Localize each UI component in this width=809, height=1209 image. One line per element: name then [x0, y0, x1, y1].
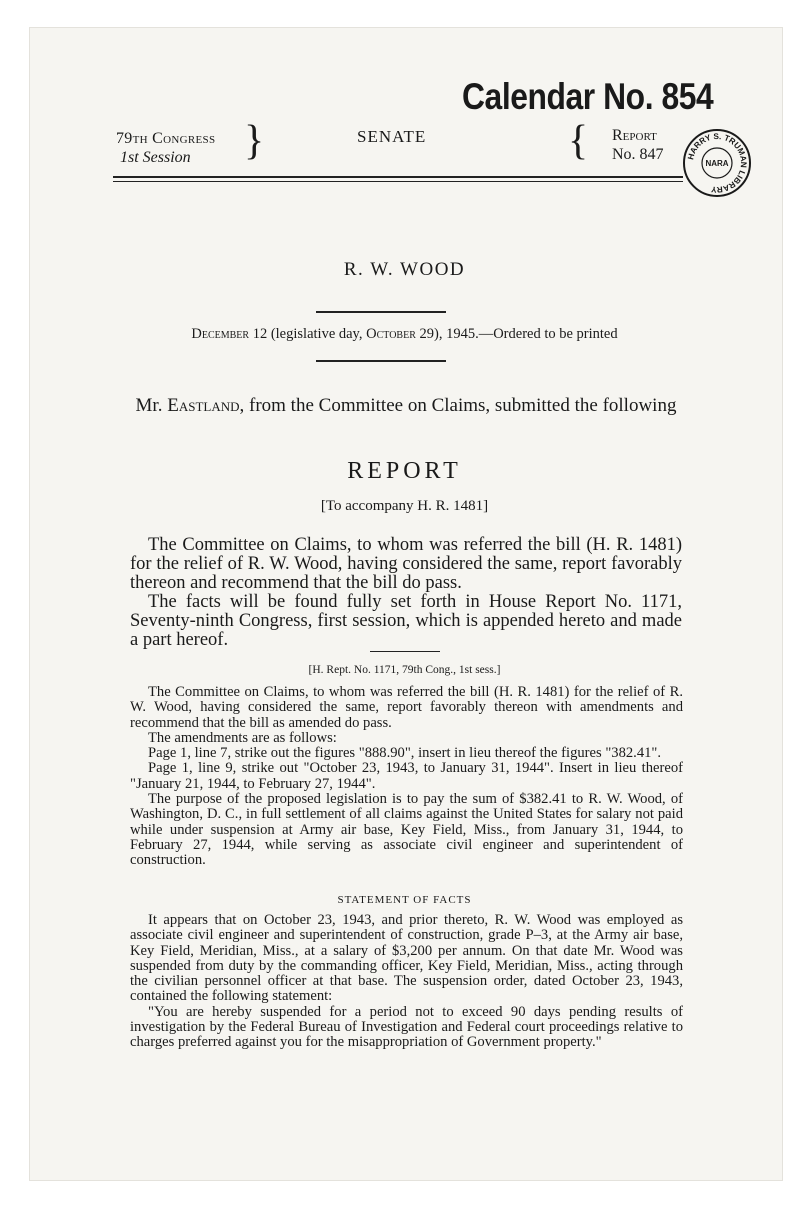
- report-number: No. 847: [612, 146, 664, 163]
- date-month-legislative: October: [366, 326, 416, 342]
- house-paragraph: The amendments are as follows:: [148, 729, 337, 746]
- submitted-prefix: Mr.: [135, 395, 168, 416]
- house-report-body: [130, 685, 683, 869]
- statement-of-facts-body: [130, 913, 683, 1051]
- date-day: 12 (legislative day,: [249, 326, 367, 342]
- section-rule: [370, 651, 440, 652]
- house-paragraph: The Committee on Claims, to whom was referred the bill (H. R. 1481) for the relief of R. W. Wood, having considered the same, report favorably thereon with amendments and recommend that the bill as amended do pass.: [130, 684, 683, 731]
- stamp-inner-text: NARA: [705, 159, 729, 168]
- committee-report-body: [130, 536, 682, 650]
- body-paragraph: The facts will be found fully set forth in House Report No. 1171, Seventy-ninth Congress, first session, which is appended hereto and made a part hereof.: [130, 592, 682, 650]
- report-heading: REPORT: [347, 458, 462, 484]
- house-paragraph: Page 1, line 7, strike out the figures "888.90", insert in lieu thereof the figures "382.41".: [148, 745, 662, 762]
- report-number-block: [612, 126, 664, 164]
- left-brace: }: [244, 118, 265, 164]
- house-paragraph: Page 1, line 9, strike out "October 23, 1943, to January 31, 1944". Insert in lieu thereof "January 21, 1944, to February 27, 1944".: [130, 760, 683, 792]
- header-rule-thick: [113, 176, 683, 178]
- house-report-reference: [H. Rept. No. 1171, 79th Cong., 1st sess.]: [308, 664, 501, 676]
- submitted-by: [132, 394, 680, 418]
- date-rule: [316, 360, 446, 362]
- date-month: December: [191, 326, 250, 342]
- senator-name: Eastland: [167, 395, 240, 416]
- library-stamp-seal: [682, 128, 752, 198]
- facts-paragraph: It appears that on October 23, 1943, and prior thereto, R. W. Wood was employed as associate civil engineer and superintendent of construction, grade P–3, at the Army air base, Key Field, Meridian, Miss., at a salary of $3,200 per annum. On that date Mr. Wood was suspended from duty by the commanding officer, Key Field, Meridian, Miss., acting through the civilian personnel officer at that base. The suspension order, dated October 23, 1943, contained the following statement:: [130, 912, 683, 1005]
- body-paragraph: The Committee on Claims, to whom was referred the bill (H. R. 1481) for the relief of R. W. Wood, having considered the same, report favorably thereon and recommend that the bill do pass.: [130, 535, 682, 593]
- congress-session: [116, 129, 215, 167]
- page-title: R. W. WOOD: [343, 259, 466, 280]
- house-paragraph: The purpose of the proposed legislation is to pay the sum of $382.41 to R. W. Wood, of Washington, D. C., in full settlement of all claims against the United States for salary not paid while under suspension at Army air base, Key Field, Miss., from January 31, 1944, to February 27, 1944, while serving as associate civil engineer and superintendent of construction.: [130, 791, 683, 869]
- stamp-outer-text: HARRY S. TRUMAN LIBRARY: [686, 131, 749, 195]
- accompany-bill: [To accompany H. R. 1481]: [320, 498, 489, 514]
- facts-paragraph: "You are hereby suspended for a period not to exceed 90 days pending results of investigation by the Federal Bureau of Investigation and Federal court proceedings relative to charges preferred against you for the misappropriation of Government property.": [130, 1003, 683, 1051]
- header-rule-thin: [113, 181, 683, 182]
- date-rest: 29), 1945.—Ordered to be printed: [415, 326, 618, 342]
- submitted-rest: , from the Committee on Claims, submitted the following: [239, 395, 677, 416]
- congress-line: 79th Congress: [116, 130, 216, 147]
- report-label: Report: [612, 127, 657, 144]
- statement-of-facts-heading: STATEMENT OF FACTS: [337, 894, 472, 906]
- session-line: 1st Session: [120, 149, 191, 166]
- title-rule: [316, 311, 446, 313]
- right-brace: {: [568, 118, 589, 164]
- calendar-number: Calendar No. 854: [462, 76, 714, 117]
- chamber-label: SENATE: [357, 127, 427, 146]
- date-line: [0, 326, 809, 343]
